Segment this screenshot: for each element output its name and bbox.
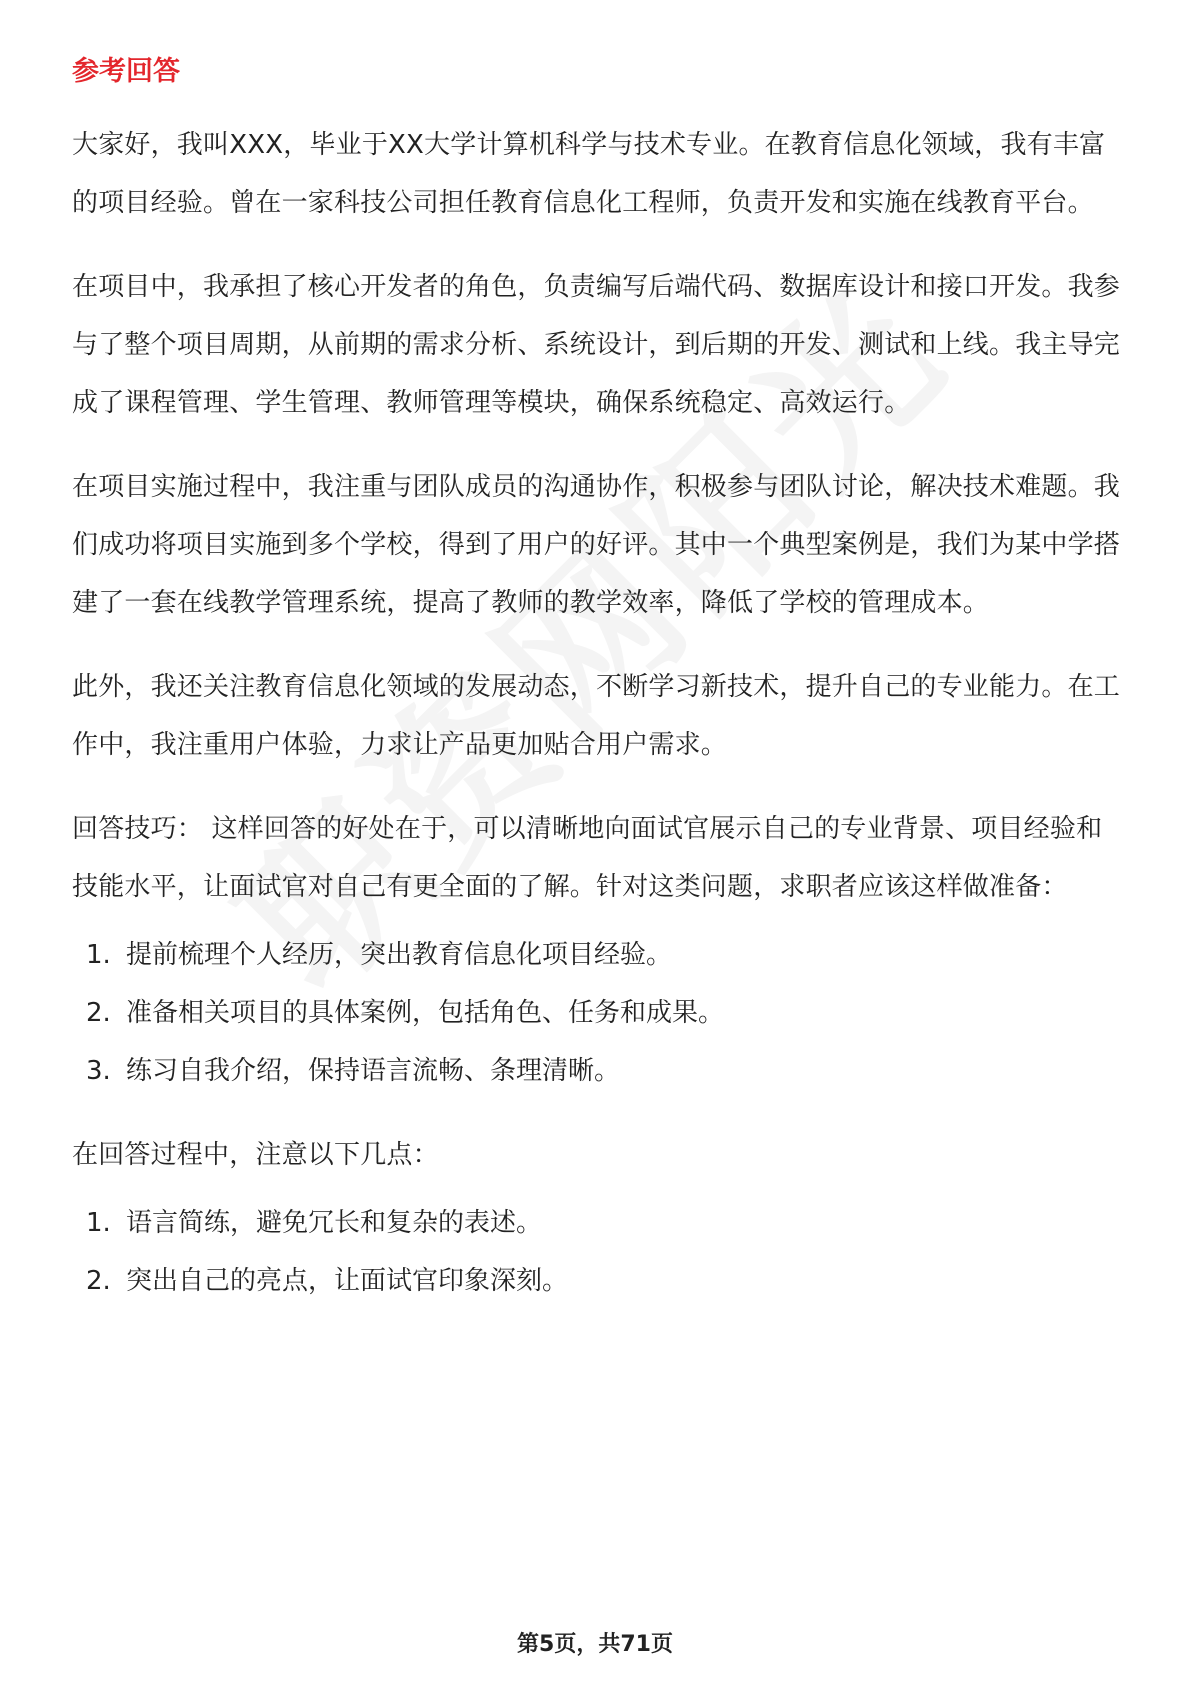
list-item — [72, 984, 1122, 1042]
paragraph-intro: 大家好，我叫XXX，毕业于XX大学计算机科学与技术专业。在教育信息化领域，我有丰富的项目经验。曾在一家科技公司担任教育信息化工程师，负责开发和实施在线教育平台。 — [72, 130, 1106, 218]
list-item-text: 提前梳理个人经历，突出教育信息化项目经验。 — [126, 940, 673, 970]
paragraph-learning: 此外，我还关注教育信息化领域的发展动态，不断学习新技术，提升自己的专业能力。在工作中，我注重用户体验，力求让产品更加贴合用户需求。 — [72, 672, 1121, 760]
list-item — [72, 1194, 1122, 1252]
preparation-list — [72, 926, 1122, 1100]
list-item-text: 突出自己的亮点，让面试官印象深刻。 — [126, 1266, 569, 1296]
notes-list — [72, 1194, 1122, 1310]
list-item-number: 2. — [86, 1266, 111, 1296]
page-number-footer: 第5页，共71页 — [517, 1632, 673, 1657]
page-content — [72, 48, 1122, 1336]
paragraph-tips: 回答技巧： 这样回答的好处在于，可以清晰地向面试官展示自己的专业背景、项目经验和技能水平，让面试官对自己有更全面的了解。针对这类问题，求职者应该这样做准备： — [72, 814, 1103, 902]
list-item-text: 准备相关项目的具体案例，包括角色、任务和成果。 — [126, 998, 725, 1028]
list-item-number: 1. — [86, 940, 111, 970]
paragraph-notes-intro: 在回答过程中，注意以下几点： — [72, 1140, 439, 1170]
list-item — [72, 1042, 1122, 1100]
paragraph-project-role: 在项目中，我承担了核心开发者的角色，负责编写后端代码、数据库设计和接口开发。我参与了整个项目周期，从前期的需求分析、系统设计，到后期的开发、测试和上线。我主导完成了课程管理、学生管理、教师管理等模块，确保系统稳定、高效运行。 — [72, 272, 1121, 418]
list-item-number: 2. — [86, 998, 111, 1028]
list-item-number: 3. — [86, 1056, 111, 1086]
list-item-text: 语言简练，避免冗长和复杂的表述。 — [126, 1208, 543, 1238]
list-item — [72, 926, 1122, 984]
list-item — [72, 1252, 1122, 1310]
paragraph-implementation: 在项目实施过程中，我注重与团队成员的沟通协作，积极参与团队讨论，解决技术难题。我们成功将项目实施到多个学校，得到了用户的好评。其中一个典型案例是，我们为某中学搭建了一套在线教学管理系统，提高了教师的教学效率，降低了学校的管理成本。 — [72, 472, 1121, 618]
list-item-text: 练习自我介绍，保持语言流畅、条理清晰。 — [126, 1056, 621, 1086]
section-heading: 参考回答 — [72, 56, 180, 87]
list-item-number: 1. — [86, 1208, 111, 1238]
